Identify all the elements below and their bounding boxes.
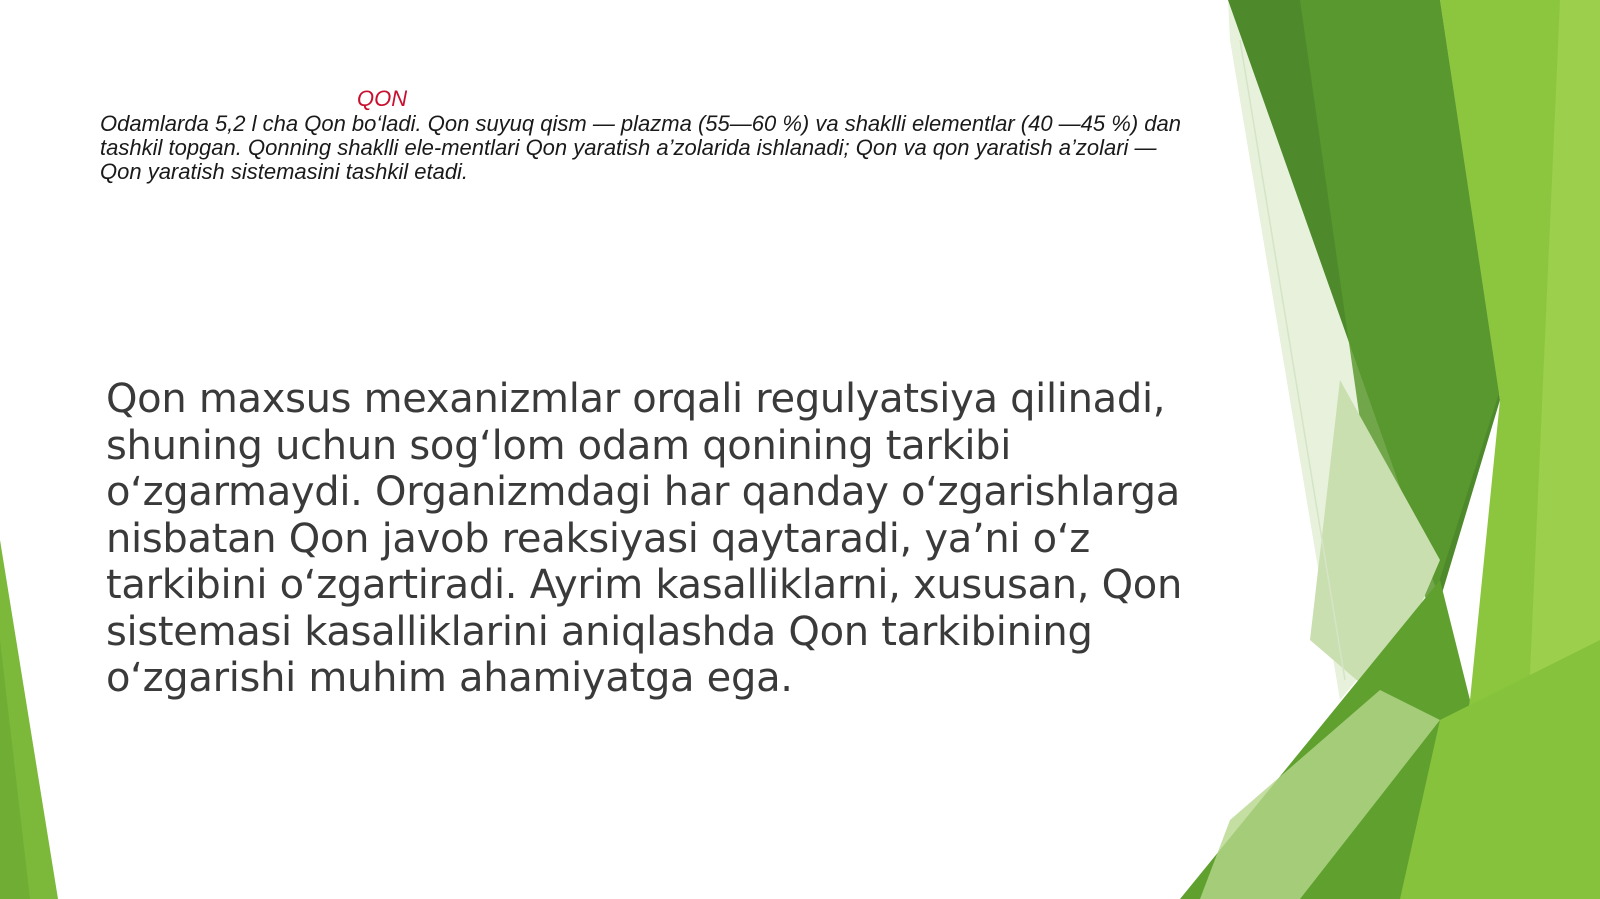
intro-paragraph: Odamlarda 5,2 l cha Qon bo‘ladi. Qon suyuq qism — plazma (55—60 %) va shaklli elementlar (40 —45 %) dan tashkil topgan. Qonning shaklli ele-mentlari Qon yaratish a’zolarida ishlanadi; Qon va qon yaratish a’zolari — Qon yaratish sistemasini tashkil etadi. bbox=[100, 111, 1181, 184]
body-paragraph: Qon maxsus mexanizmlar orqali regulyatsiya qilinadi, shuning uchun sog‘lom odam qonining tarkibi o‘zgarmaydi. Organizmdagi har qanday o‘zgarishlarga nisbatan Qon javob reaksiyasi qaytaradi, ya’ni o‘z tarkibini o‘zgartiradi. Ayrim kasalliklarni, xususan, Qon sistemasi kasalliklarini aniqlashda Qon tarkibining o‘zgarishi muhim ahamiyatga ega. bbox=[106, 376, 1183, 701]
slide-title: QON bbox=[357, 86, 408, 111]
